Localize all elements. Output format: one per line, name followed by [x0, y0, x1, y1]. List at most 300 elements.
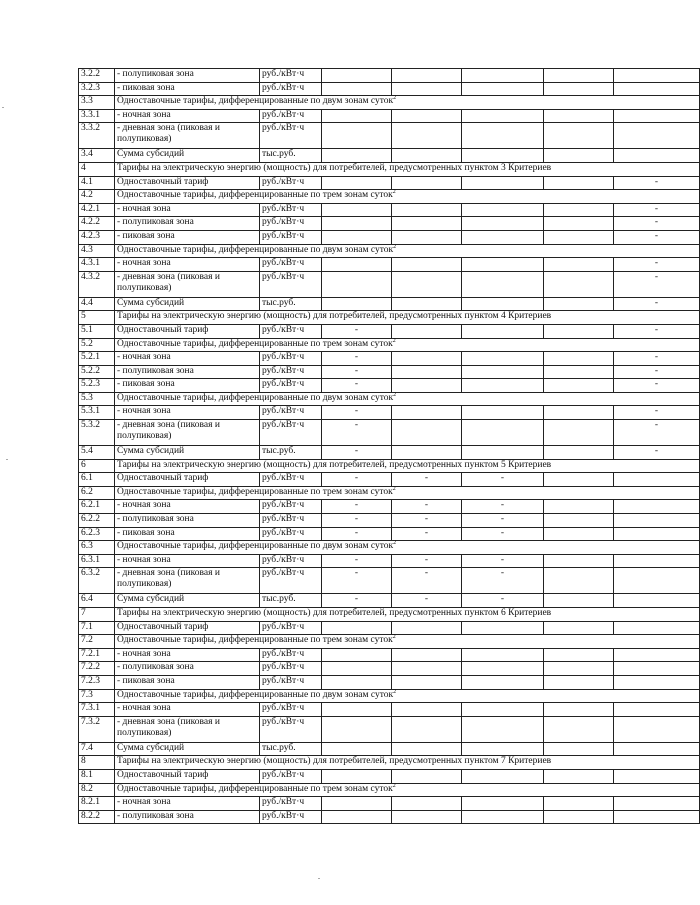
value-cell: [322, 69, 392, 83]
row-label-cell: - ночная зона: [115, 703, 260, 717]
value-cell: [392, 324, 462, 338]
value-cell: [544, 473, 614, 487]
value-cell: [544, 716, 614, 742]
value-cell: [462, 769, 544, 783]
value-cell: [544, 797, 614, 811]
row-number-cell: 7.2.1: [79, 648, 115, 662]
row-label-cell: - ночная зона: [115, 648, 260, 662]
value-cell: [462, 203, 544, 217]
value-cell: [322, 149, 392, 163]
value-cell: [392, 176, 462, 190]
row-number-cell: 4.2.3: [79, 230, 115, 244]
value-cell: [614, 514, 700, 528]
value-cell: [322, 742, 392, 756]
value-cell: [614, 675, 700, 689]
table-section-row: [79, 338, 700, 352]
row-number-cell: 5.1: [79, 324, 115, 338]
value-cell: [614, 769, 700, 783]
value-cell: [392, 379, 462, 393]
section-heading-cell: [115, 608, 700, 622]
unit-cell: руб./кВт·ч: [260, 514, 322, 528]
value-cell: [614, 594, 700, 608]
row-number-cell: 4.1: [79, 176, 115, 190]
table-row: [79, 352, 700, 366]
section-heading-text: Одноставочные тарифы, дифференцированные по двум зонам суток: [117, 689, 394, 700]
unit-cell: руб./кВт·ч: [260, 568, 322, 594]
value-cell: [322, 810, 392, 824]
row-number-cell: 5: [79, 311, 115, 325]
section-heading-text: Тарифы на электрическую энергию (мощность) для потребителей, предусмотренных пунктом 3 Критериев: [117, 162, 552, 173]
row-number-cell: 3.2.3: [79, 82, 115, 96]
footnote-marker: 2: [393, 391, 397, 398]
unit-cell: руб./кВт·ч: [260, 473, 322, 487]
row-number-cell: 3.3.2: [79, 123, 115, 149]
value-cell: [392, 230, 462, 244]
unit-cell: руб./кВт·ч: [260, 69, 322, 83]
unit-cell: руб./кВт·ч: [260, 621, 322, 635]
row-label-cell: Сумма субсидий: [115, 446, 260, 460]
value-cell: -: [392, 514, 462, 528]
section-heading-cell: [115, 486, 700, 500]
value-cell: [544, 324, 614, 338]
value-cell: [322, 203, 392, 217]
unit-cell: руб./кВт·ч: [260, 554, 322, 568]
row-number-cell: 5.3: [79, 392, 115, 406]
row-label-cell: - ночная зона: [115, 797, 260, 811]
row-number-cell: 3.2.2: [79, 69, 115, 83]
value-cell: [392, 149, 462, 163]
value-cell: [614, 797, 700, 811]
row-label-cell: - ночная зона: [115, 352, 260, 366]
table-row: [79, 648, 700, 662]
value-cell: [392, 675, 462, 689]
value-cell: [614, 500, 700, 514]
value-cell: [544, 554, 614, 568]
value-cell: -: [322, 554, 392, 568]
section-heading-cell: [115, 392, 700, 406]
table-section-row: [79, 608, 700, 622]
unit-cell: руб./кВт·ч: [260, 379, 322, 393]
value-cell: [544, 123, 614, 149]
table-row: [79, 365, 700, 379]
value-cell: -: [392, 554, 462, 568]
table-row: [79, 769, 700, 783]
table-row: [79, 123, 700, 149]
value-cell: [462, 230, 544, 244]
value-cell: [462, 82, 544, 96]
unit-cell: руб./кВт·ч: [260, 203, 322, 217]
row-label-cell: - дневная зона (пиковая и полупиковая): [115, 716, 260, 742]
value-cell: [462, 217, 544, 231]
value-cell: -: [322, 365, 392, 379]
unit-cell: тыс.руб.: [260, 594, 322, 608]
value-cell: [544, 420, 614, 446]
row-label-cell: Сумма субсидий: [115, 594, 260, 608]
row-number-cell: 7.4: [79, 742, 115, 756]
table-row: [79, 662, 700, 676]
row-number-cell: 5.2: [79, 338, 115, 352]
section-heading-cell: [115, 311, 700, 325]
row-label-cell: Одноставочный тариф: [115, 176, 260, 190]
value-cell: [392, 810, 462, 824]
table-row: [79, 176, 700, 190]
value-cell: [322, 258, 392, 272]
unit-cell: руб./кВт·ч: [260, 365, 322, 379]
value-cell: -: [614, 420, 700, 446]
value-cell: -: [614, 258, 700, 272]
value-cell: -: [322, 500, 392, 514]
row-number-cell: 7.3: [79, 689, 115, 703]
value-cell: [462, 446, 544, 460]
table-row: [79, 406, 700, 420]
row-number-cell: 6: [79, 459, 115, 473]
value-cell: [544, 352, 614, 366]
unit-cell: руб./кВт·ч: [260, 797, 322, 811]
value-cell: [392, 82, 462, 96]
section-heading-text: Одноставочные тарифы, дифференцированные по трем зонам суток: [117, 486, 393, 497]
value-cell: [544, 406, 614, 420]
table-section-row: [79, 162, 700, 176]
value-cell: [544, 621, 614, 635]
value-cell: [462, 797, 544, 811]
unit-cell: руб./кВт·ч: [260, 324, 322, 338]
unit-cell: руб./кВт·ч: [260, 703, 322, 717]
value-cell: [544, 109, 614, 123]
value-cell: -: [322, 420, 392, 446]
unit-cell: руб./кВт·ч: [260, 217, 322, 231]
value-cell: -: [322, 594, 392, 608]
value-cell: [544, 500, 614, 514]
value-cell: [392, 703, 462, 717]
row-label-cell: Сумма субсидий: [115, 742, 260, 756]
value-cell: -: [614, 217, 700, 231]
value-cell: [392, 123, 462, 149]
value-cell: [392, 769, 462, 783]
value-cell: [392, 716, 462, 742]
value-cell: [544, 594, 614, 608]
section-heading-text: Одноставочные тарифы, дифференцированные по трем зонам суток: [117, 190, 393, 201]
value-cell: [462, 297, 544, 311]
value-cell: [544, 742, 614, 756]
unit-cell: руб./кВт·ч: [260, 230, 322, 244]
footnote-marker: 2: [393, 95, 397, 102]
row-label-cell: - пиковая зона: [115, 527, 260, 541]
row-label-cell: - пиковая зона: [115, 82, 260, 96]
value-cell: [614, 123, 700, 149]
unit-cell: тыс.руб.: [260, 149, 322, 163]
value-cell: [544, 648, 614, 662]
value-cell: -: [392, 500, 462, 514]
row-number-cell: 7.3.1: [79, 703, 115, 717]
value-cell: -: [462, 514, 544, 528]
value-cell: -: [322, 379, 392, 393]
value-cell: -: [322, 324, 392, 338]
unit-cell: руб./кВт·ч: [260, 406, 322, 420]
value-cell: -: [392, 527, 462, 541]
table-row: [79, 297, 700, 311]
value-cell: -: [614, 365, 700, 379]
row-number-cell: 6.4: [79, 594, 115, 608]
row-number-cell: 7.1: [79, 621, 115, 635]
row-label-cell: - дневная зона (пиковая и полупиковая): [115, 568, 260, 594]
row-number-cell: 3.4: [79, 149, 115, 163]
value-cell: [392, 406, 462, 420]
table-row: [79, 621, 700, 635]
value-cell: [614, 109, 700, 123]
row-number-cell: 3.3: [79, 96, 115, 110]
value-cell: [392, 742, 462, 756]
value-cell: [544, 527, 614, 541]
section-heading-cell: [115, 635, 700, 649]
value-cell: [392, 662, 462, 676]
value-cell: [462, 109, 544, 123]
row-number-cell: 6.2.1: [79, 500, 115, 514]
table-row: [79, 473, 700, 487]
footnote-marker: 2: [392, 337, 396, 344]
value-cell: [462, 716, 544, 742]
unit-cell: руб./кВт·ч: [260, 810, 322, 824]
section-heading-text: Тарифы на электрическую энергию (мощность) для потребителей, предусмотренных пунктом 7 Критериев: [117, 756, 552, 767]
section-heading-cell: [115, 190, 700, 204]
value-cell: [322, 797, 392, 811]
value-cell: [322, 271, 392, 297]
value-cell: [462, 271, 544, 297]
table-row: [79, 568, 700, 594]
unit-cell: руб./кВт·ч: [260, 271, 322, 297]
value-cell: [322, 716, 392, 742]
section-heading-cell: [115, 689, 700, 703]
section-heading-cell: [115, 783, 700, 797]
table-row: [79, 271, 700, 297]
row-label-cell: Сумма субсидий: [115, 149, 260, 163]
value-cell: [392, 271, 462, 297]
value-cell: -: [614, 230, 700, 244]
value-cell: [462, 648, 544, 662]
table-section-row: [79, 689, 700, 703]
value-cell: [462, 149, 544, 163]
value-cell: [544, 176, 614, 190]
value-cell: -: [392, 473, 462, 487]
value-cell: [614, 662, 700, 676]
section-heading-text: Тарифы на электрическую энергию (мощность) для потребителей, предусмотренных пунктом 5 Критериев: [117, 459, 552, 470]
value-cell: -: [322, 473, 392, 487]
scan-speck: [6, 459, 8, 460]
value-cell: -: [322, 527, 392, 541]
value-cell: [614, 703, 700, 717]
table-section-row: [79, 635, 700, 649]
row-label-cell: - полупиковая зона: [115, 514, 260, 528]
unit-cell: руб./кВт·ч: [260, 258, 322, 272]
value-cell: [614, 716, 700, 742]
value-cell: [392, 648, 462, 662]
value-cell: [392, 258, 462, 272]
value-cell: [544, 446, 614, 460]
value-cell: [462, 123, 544, 149]
row-label-cell: Одноставочный тариф: [115, 473, 260, 487]
value-cell: [462, 420, 544, 446]
table-section-row: [79, 459, 700, 473]
scan-speck: [2, 107, 4, 108]
value-cell: -: [614, 297, 700, 311]
row-label-cell: Одноставочный тариф: [115, 621, 260, 635]
value-cell: [544, 149, 614, 163]
unit-cell: руб./кВт·ч: [260, 82, 322, 96]
row-number-cell: 7: [79, 608, 115, 622]
value-cell: [614, 149, 700, 163]
unit-cell: тыс.руб.: [260, 446, 322, 460]
unit-cell: руб./кВт·ч: [260, 420, 322, 446]
section-heading-text: Одноставочные тарифы, дифференцированные по двум зонам суток: [117, 392, 394, 403]
value-cell: [462, 810, 544, 824]
section-heading-text: Одноставочные тарифы, дифференцированные по двум зонам суток: [117, 96, 394, 107]
row-number-cell: 8.1: [79, 769, 115, 783]
row-number-cell: 5.2.1: [79, 352, 115, 366]
value-cell: [392, 797, 462, 811]
table-section-row: [79, 190, 700, 204]
row-number-cell: 4.2.1: [79, 203, 115, 217]
value-cell: [544, 675, 614, 689]
value-cell: [392, 420, 462, 446]
row-number-cell: 6.2.3: [79, 527, 115, 541]
value-cell: [392, 446, 462, 460]
value-cell: -: [462, 473, 544, 487]
row-label-cell: - дневная зона (пиковая и полупиковая): [115, 123, 260, 149]
table-row: [79, 109, 700, 123]
table-row: [79, 703, 700, 717]
value-cell: [614, 554, 700, 568]
table-section-row: [79, 244, 700, 258]
value-cell: [322, 217, 392, 231]
row-number-cell: 4.2: [79, 190, 115, 204]
row-number-cell: 7.2.3: [79, 675, 115, 689]
row-number-cell: 4.3.2: [79, 271, 115, 297]
row-number-cell: 4: [79, 162, 115, 176]
value-cell: [544, 203, 614, 217]
section-heading-cell: [115, 96, 700, 110]
value-cell: [322, 123, 392, 149]
value-cell: [462, 621, 544, 635]
unit-cell: руб./кВт·ч: [260, 109, 322, 123]
value-cell: [544, 568, 614, 594]
table-row: [79, 742, 700, 756]
value-cell: [322, 769, 392, 783]
table-section-row: [79, 541, 700, 555]
value-cell: [614, 648, 700, 662]
table-section-row: [79, 756, 700, 770]
footnote-marker: 2: [393, 540, 397, 547]
value-cell: -: [462, 568, 544, 594]
unit-cell: руб./кВт·ч: [260, 176, 322, 190]
value-cell: -: [322, 352, 392, 366]
value-cell: [462, 365, 544, 379]
unit-cell: руб./кВт·ч: [260, 500, 322, 514]
table-section-row: [79, 392, 700, 406]
tariff-table: [78, 68, 700, 824]
value-cell: [544, 297, 614, 311]
section-heading-cell: [115, 162, 700, 176]
row-number-cell: 7.3.2: [79, 716, 115, 742]
table-row: [79, 149, 700, 163]
value-cell: [614, 69, 700, 83]
value-cell: [462, 352, 544, 366]
row-label-cell: - пиковая зона: [115, 379, 260, 393]
value-cell: [462, 69, 544, 83]
value-cell: [322, 703, 392, 717]
row-label-cell: - пиковая зона: [115, 675, 260, 689]
value-cell: [392, 217, 462, 231]
section-heading-text: Тарифы на электрическую энергию (мощность) для потребителей, предусмотренных пунктом 4 Критериев: [117, 311, 552, 322]
row-number-cell: 5.4: [79, 446, 115, 460]
table-row: [79, 810, 700, 824]
scan-speck: [318, 878, 320, 879]
table-row: [79, 675, 700, 689]
value-cell: [462, 703, 544, 717]
value-cell: -: [614, 352, 700, 366]
value-cell: [322, 82, 392, 96]
section-heading-text: Одноставочные тарифы, дифференцированные по трем зонам суток: [117, 338, 393, 349]
value-cell: [392, 621, 462, 635]
table-row: [79, 324, 700, 338]
row-number-cell: 4.3: [79, 244, 115, 258]
row-label-cell: - дневная зона (пиковая и полупиковая): [115, 271, 260, 297]
row-label-cell: - полупиковая зона: [115, 365, 260, 379]
value-cell: [462, 379, 544, 393]
value-cell: [614, 527, 700, 541]
value-cell: [614, 742, 700, 756]
row-number-cell: 7.2: [79, 635, 115, 649]
unit-cell: руб./кВт·ч: [260, 769, 322, 783]
row-label-cell: - пиковая зона: [115, 230, 260, 244]
value-cell: -: [462, 594, 544, 608]
tariff-table-body: [79, 69, 700, 824]
row-label-cell: - ночная зона: [115, 406, 260, 420]
value-cell: -: [614, 406, 700, 420]
row-number-cell: 6.2.2: [79, 514, 115, 528]
value-cell: [544, 230, 614, 244]
section-heading-text: Одноставочные тарифы, дифференцированные по трем зонам суток: [117, 783, 393, 794]
value-cell: [392, 297, 462, 311]
value-cell: -: [392, 594, 462, 608]
value-cell: [544, 271, 614, 297]
table-row: [79, 797, 700, 811]
value-cell: [462, 258, 544, 272]
unit-cell: руб./кВт·ч: [260, 716, 322, 742]
value-cell: [462, 324, 544, 338]
row-label-cell: Одноставочный тариф: [115, 324, 260, 338]
value-cell: [392, 109, 462, 123]
value-cell: [462, 675, 544, 689]
value-cell: [544, 258, 614, 272]
value-cell: [322, 675, 392, 689]
value-cell: [614, 810, 700, 824]
table-row: [79, 82, 700, 96]
value-cell: [544, 69, 614, 83]
value-cell: [462, 662, 544, 676]
value-cell: [544, 810, 614, 824]
row-number-cell: 3.3.1: [79, 109, 115, 123]
footnote-marker: 2: [392, 189, 396, 195]
value-cell: [392, 69, 462, 83]
value-cell: [544, 379, 614, 393]
table-row: [79, 594, 700, 608]
row-number-cell: 5.3.1: [79, 406, 115, 420]
value-cell: -: [462, 500, 544, 514]
unit-cell: руб./кВт·ч: [260, 662, 322, 676]
value-cell: -: [322, 406, 392, 420]
footnote-marker: 2: [393, 688, 397, 695]
value-cell: -: [322, 514, 392, 528]
section-heading-text: Тарифы на электрическую энергию (мощность) для потребителей, предусмотренных пунктом 6 Критериев: [117, 608, 552, 618]
